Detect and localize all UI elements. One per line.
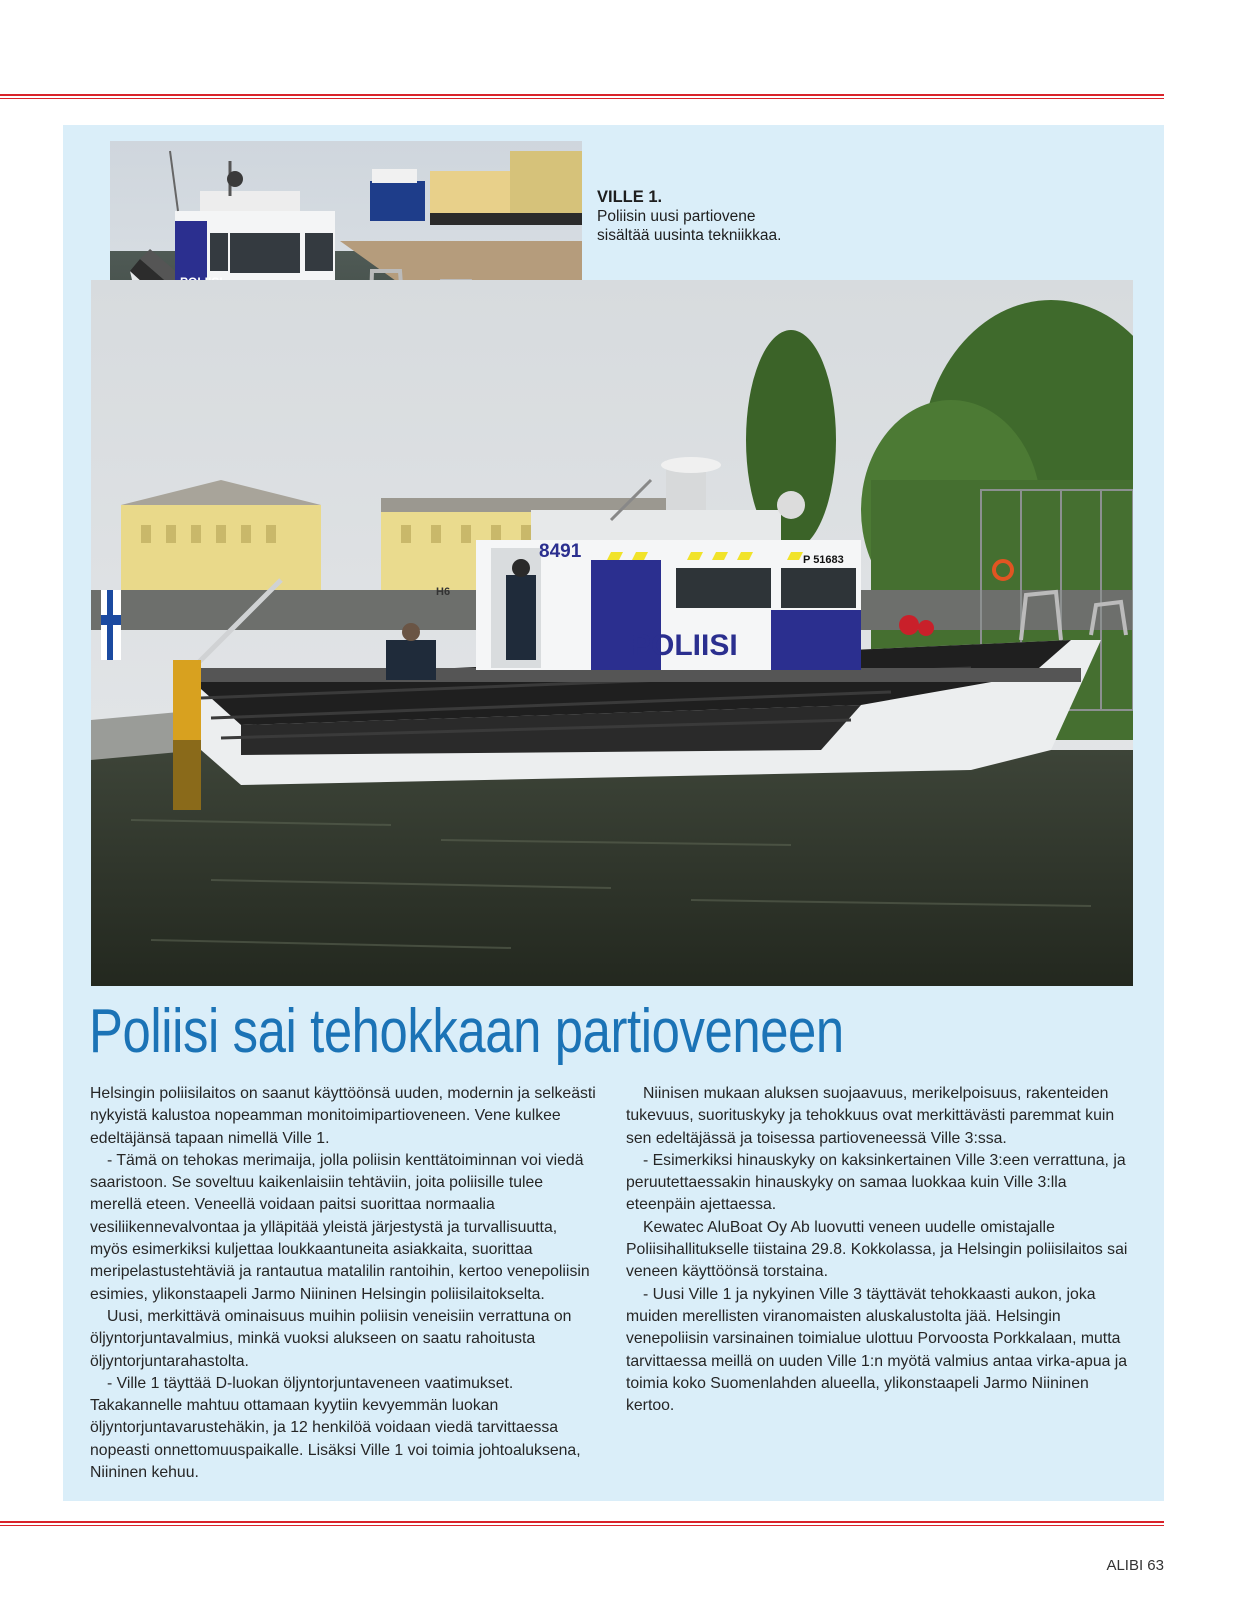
paragraph: - Tämä on tehokas merimaija, jolla poliisin kenttätoiminnan voi viedä saaristoon. Se soveltuu kaikenlaisiin tehtäviin, joita poliisille tulee merellä eteen. Veneellä voidaan paitsi suorittaa normaalia vesiliikennevalvontaa ja ylläpitää yleistä järjestystä ja turvallisuutta, myös esimerkiksi kuljettaa loukkaantuneita asiakkaita, suorittaa meripelastustehtäviä ja rantautua matalilin rantoihin, kertoo venepoliisin esimies, ylikonstaapeli Jarmo Niininen Helsingin poliisilaitokselta. (90, 1151, 590, 1303)
paragraph: Uusi, merkittävä ominaisuus muihin poliisin veneisiin verrattuna on öljyntorjuntavalmius, minkä vuoksi alukseen on saatu rahoitusta öljyntorjuntarahastolta. (90, 1307, 572, 1370)
article-column-left (90, 1083, 598, 1484)
paragraph: Kewatec AluBoat Oy Ab luovutti veneen uudelle omistajalle Poliisihallitukselle tiistaina 29.8. Kokkolassa, ja Helsingin poliisilaitos sai veneen käyttöönsä torstaina. (626, 1218, 1128, 1281)
main-photo-illustration (91, 280, 1133, 986)
caption-text: Poliisin uusi partiovene sisältää uusinta tekniikkaa. (597, 208, 782, 244)
article-headline: Poliisi sai tehokkaan partioveneen (89, 997, 844, 1066)
main-boat-registration: P 51683 (803, 554, 844, 566)
main-boat-label: POLIISI (631, 629, 738, 662)
paragraph: - Esimerkiksi hinauskyky on kaksinkertainen Ville 3:een verrattuna, ja peruutettaessakin hinauskyky on samaa luokkaa kuin Ville 3:lla eteenpäin ajettaessa. (626, 1151, 1126, 1214)
paragraph: - Uusi Ville 1 ja nykyinen Ville 3 täyttävät tehokkaasti aukon, joka muiden merellisten viranomaisten aluskalustolta jää. Helsingin venepoliisin varsinainen toimialue ulottuu Porvoosta Porkkalaan, mutta tarvittaessa meillä on uuden Ville 1:n myötä valmius antaa virka-apua ja toimia koko Suomenlahden alueella, ylikonstaapeli Jarmo Niininen kertoo. (626, 1285, 1128, 1415)
article-column-right (626, 1083, 1134, 1417)
berth-sign: H6 (436, 586, 451, 598)
photo-caption (597, 188, 797, 245)
main-boat-number: 8491 (539, 541, 582, 562)
caption-title: VILLE 1. (597, 188, 663, 206)
bottom-rule (0, 1521, 1164, 1526)
page-number: ALIBI 63 (1106, 1557, 1164, 1574)
paragraph: - Ville 1 täyttää D-luokan öljyntorjuntaveneen vaatimukset. Takakannelle mahtuu ottamaan kyytiin kevyemmän luokan öljyntorjuntavarustehäkin, ja 12 henkilöä voidaan viedä tarvittaessa nopeasti onnettomuuspaikalle. Lisäksi Ville 1 voi toimia johtoaluksena, Niininen kehuu. (90, 1374, 581, 1482)
paragraph: Helsingin poliisilaitos on saanut käyttöönsä uuden, modernin ja selkeästi nykyistä kalustoa nopeamman monitoimipartioveneen. Vene kulkee edeltäjänsä tapaan nimellä Ville 1. (90, 1085, 596, 1147)
top-rule (0, 94, 1164, 99)
main-photo-police-boat (91, 280, 1133, 986)
paragraph: Niinisen mukaan aluksen suojaavuus, merikelpoisuus, rakenteiden tukevuus, suorituskyky ja tehokkuus ovat merkittävästi paremmat kuin sen edeltäjässä ja toisessa partioveneessä Ville 3:ssa. (626, 1085, 1115, 1147)
